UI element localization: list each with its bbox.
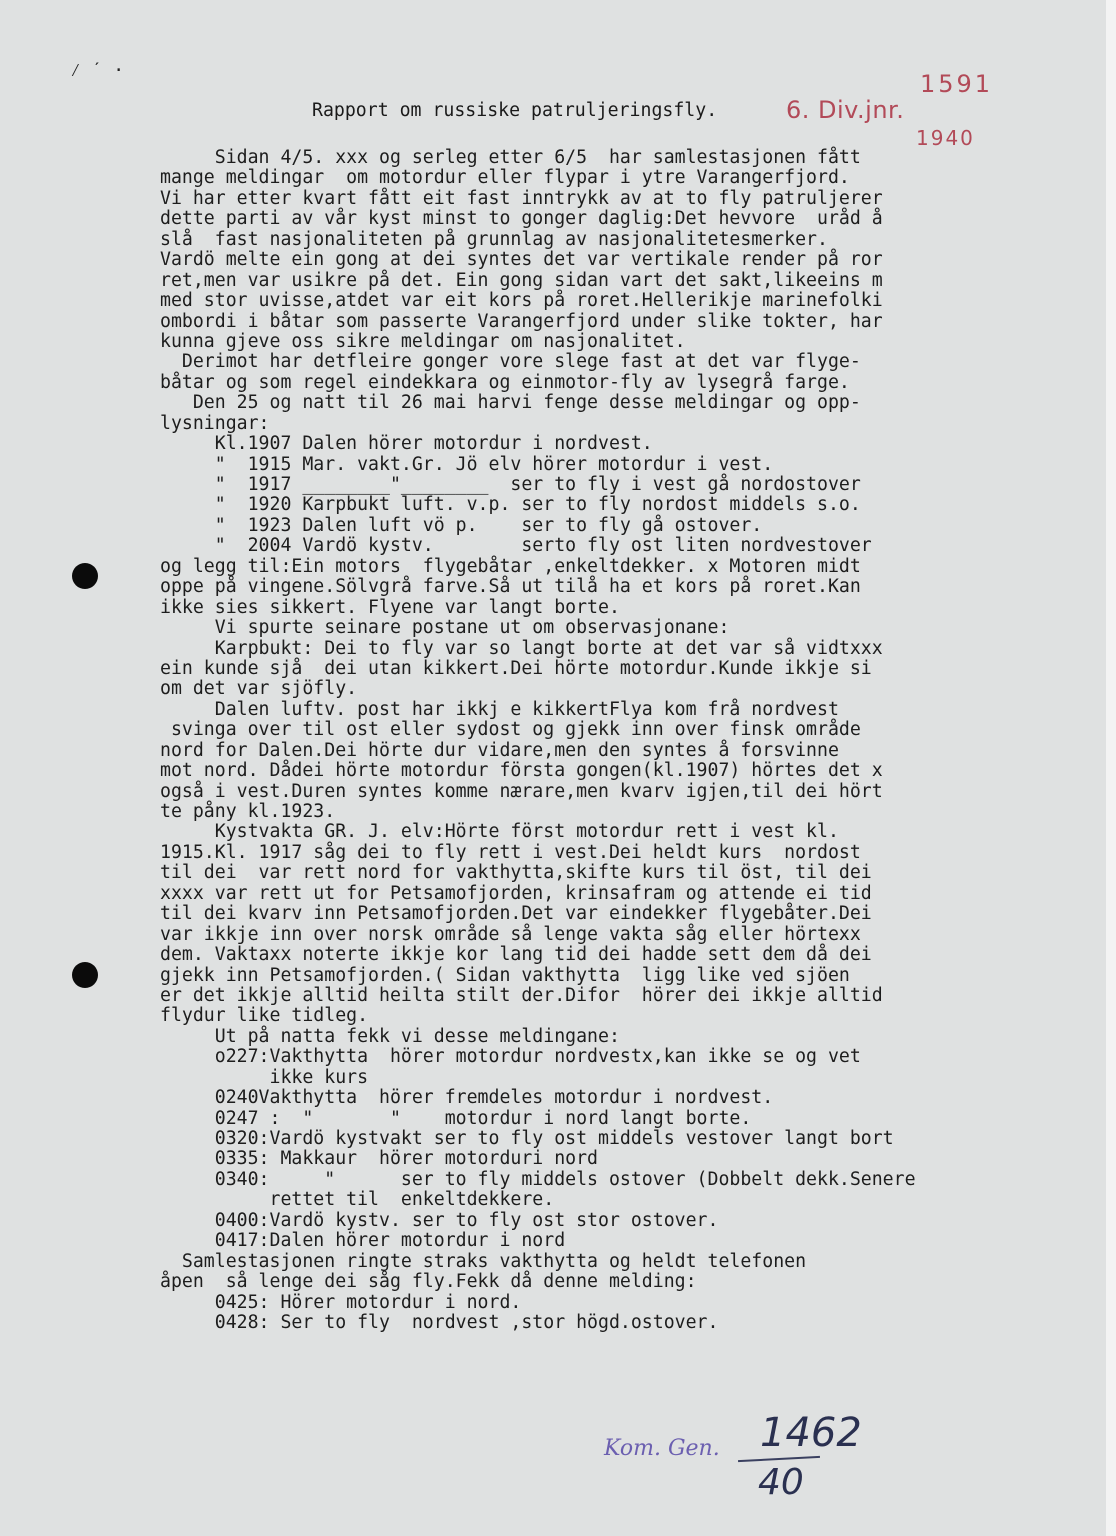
text-line: 0247 : " " motordur i nord langt borte.	[160, 1107, 752, 1129]
text-line: Vardö melte ein gong at dei syntes det var vertikale render på ror	[160, 249, 883, 271]
text-line: Derimot har detfleire gonger vore slege fast at det var flyge-	[160, 351, 861, 373]
text-line: lysningar:	[160, 412, 270, 434]
text-line: 0417:Dalen hörer motordur i nord	[160, 1230, 566, 1252]
text-line: nord for Dalen.Dei hörte dur vidare,men den syntes å forsvinne	[160, 739, 839, 761]
punch-hole	[72, 563, 98, 589]
text-line: Den 25 og natt til 26 mai harvi fenge desse meldingar og opp-	[160, 392, 861, 414]
pencil-marks: ⁄ ˊ ·	[70, 60, 125, 81]
text-line: Vi spurte seinare postane ut om observasjonane:	[160, 617, 730, 639]
text-line: var ikkje inn over norsk område så lenge vakta såg eller hörtexx	[160, 923, 861, 945]
journal-number-stamp: 1591	[920, 70, 994, 98]
text-line: te påny kl.1923.	[160, 801, 336, 822]
text-line: Kl.1907 Dalen hörer motordur i nordvest.	[160, 433, 653, 455]
text-line: også i vest.Duren syntes komme nærare,men kvarv igjen,til dei hört	[160, 780, 883, 802]
paper-edge	[1106, 0, 1116, 1536]
text-line: ombordi i båtar som passerte Varangerfjord under slike tokter, har	[160, 310, 883, 332]
text-line: Vi har etter kvart fått eit fast inntrykk av at to fly patruljerer	[160, 187, 883, 209]
text-line: " 1917 ________"________ ser to fly i vest gå nordostover	[160, 474, 861, 495]
text-line: dem. Vaktaxx noterte ikkje kor lang tid dei hadde sett dem då dei	[160, 944, 872, 966]
text-line: " 1920 Karpbukt luft. v.p. ser to fly nordost middels s.o.	[160, 494, 861, 516]
text-line: 0400:Vardö kystv. ser to fly ost stor ostover.	[160, 1209, 719, 1231]
text-line: Samlestasjonen ringte straks vakthytta og heldt telefonen	[160, 1250, 807, 1272]
text-line: Dalen luftv. post har ikkj e kikkertFlya kom frå nordvest	[160, 698, 839, 720]
text-line: " 1915 Mar. vakt.Gr. Jö elv hörer motordur i vest.	[160, 453, 774, 475]
text-line: er det ikkje alltid heilta stilt der.Difor hörer dei ikkje alltid	[160, 984, 883, 1006]
text-line: dette parti av vår kyst minst to gonger daglig:Det hevvore uråd å	[160, 208, 883, 230]
text-line: 0335: Makkaur hörer motorduri nord	[160, 1148, 598, 1170]
document-title: Rapport om russiske patruljeringsfly.	[312, 100, 718, 121]
text-line: 0340: " ser to fly middels ostover (Dobbelt dekk.Senere	[160, 1168, 916, 1190]
text-line: til dei kvarv inn Petsamofjorden.Det var eindekker flygebåter.Dei	[160, 903, 872, 925]
text-line: Sidan 4/5. xxx og serleg etter 6/5 har samlestasjonen fått	[160, 147, 861, 168]
text-line: rettet til enkeltdekkere.	[160, 1189, 555, 1211]
text-line: Karpbukt: Dei to fly var so langt borte at det var så vidtxxx	[160, 637, 883, 659]
text-line: o227:Vakthytta hörer motordur nordvestx,kan ikke se og vet	[160, 1046, 861, 1068]
text-line: kunna gjeve oss sikre meldingar om nasjonalitet.	[160, 330, 686, 352]
text-line: ikke kurs	[160, 1066, 369, 1088]
text-line: til dei var rett nord for vakthytta,skifte kurs til öst, til dei	[160, 862, 872, 884]
text-line: gjekk inn Petsamofjorden.( Sidan vakthytta ligg like ved sjöen	[160, 964, 850, 986]
handwritten-number: 1462	[760, 1410, 862, 1456]
text-line: med stor uvisse,atdet var eit kors på roret.Hellerikje marinefolki	[160, 290, 883, 312]
text-line: 0428: Ser to fly nordvest ,stor högd.ostover.	[160, 1311, 719, 1333]
text-line: " 1923 Dalen luft vö p. ser to fly gå ostover.	[160, 514, 763, 536]
text-line: flydur like tidleg.	[160, 1005, 369, 1027]
text-line: " 2004 Vardö kystv. serto fly ost liten nordvestover	[160, 535, 872, 557]
text-line: 0320:Vardö kystvakt ser to fly ost middels vestover langt bort	[160, 1128, 894, 1149]
text-line: oppe på vingene.Sölvgrå farve.Så ut tilå ha et kors på roret.Kan	[160, 576, 861, 598]
document-body	[160, 148, 916, 1333]
text-line: 0240Vakthytta hörer fremdeles motordur i nordvest.	[160, 1087, 774, 1109]
text-line: svinga over til ost eller sydost og gjekk inn over finsk område	[160, 719, 861, 741]
punch-hole	[72, 962, 98, 988]
text-line: og legg til:Ein motors flygebåtar ,enkeltdekker. x Motoren midt	[160, 555, 861, 577]
kom-gen-stamp: Kom. Gen.	[604, 1436, 720, 1461]
text-line: 1915.Kl. 1917 såg dei to fly rett i vest.Dei heldt kurs nordost	[160, 841, 861, 863]
text-line: mot nord. Dådei hörte motordur första gongen(kl.1907) hörtes det x	[160, 760, 883, 782]
text-line: åpen så lenge dei såg fly.Fekk då denne melding:	[160, 1271, 697, 1293]
text-line: Ut på natta fekk vi desse meldingane:	[160, 1025, 620, 1047]
text-line: ein kunde sjå dei utan kikkert.Dei hörte motordur.Kunde ikkje si	[160, 657, 872, 679]
text-line: slå fast nasjonaliteten på grunnlag av nasjonalitetesmerker.	[160, 228, 828, 250]
text-line: ikke sies sikkert. Flyene var langt borte.	[160, 596, 620, 618]
text-line: 0425: Hörer motordur i nord.	[160, 1291, 522, 1313]
division-stamp: 6. Div.jnr.	[786, 96, 905, 124]
text-line: båtar og som regel eindekkara og einmotor-fly av lysegrå farge.	[160, 371, 850, 393]
text-line: om det var sjöfly.	[160, 678, 358, 700]
text-line: Kystvakta GR. J. elv:Hörte först motordur rett i vest kl.	[160, 821, 839, 843]
text-line: ret,men var usikre på det. Ein gong sidan vart det sakt,likeeins m	[160, 269, 883, 291]
journal-year-stamp: 1940	[916, 126, 975, 150]
text-line: mange meldingar om motordur eller flypar i ytre Varangerfjord.	[160, 167, 850, 189]
text-line: xxxx var rett ut for Petsamofjorden, krinsafram og attende ei tid	[160, 882, 872, 904]
handwritten-denominator: 40	[758, 1462, 804, 1503]
